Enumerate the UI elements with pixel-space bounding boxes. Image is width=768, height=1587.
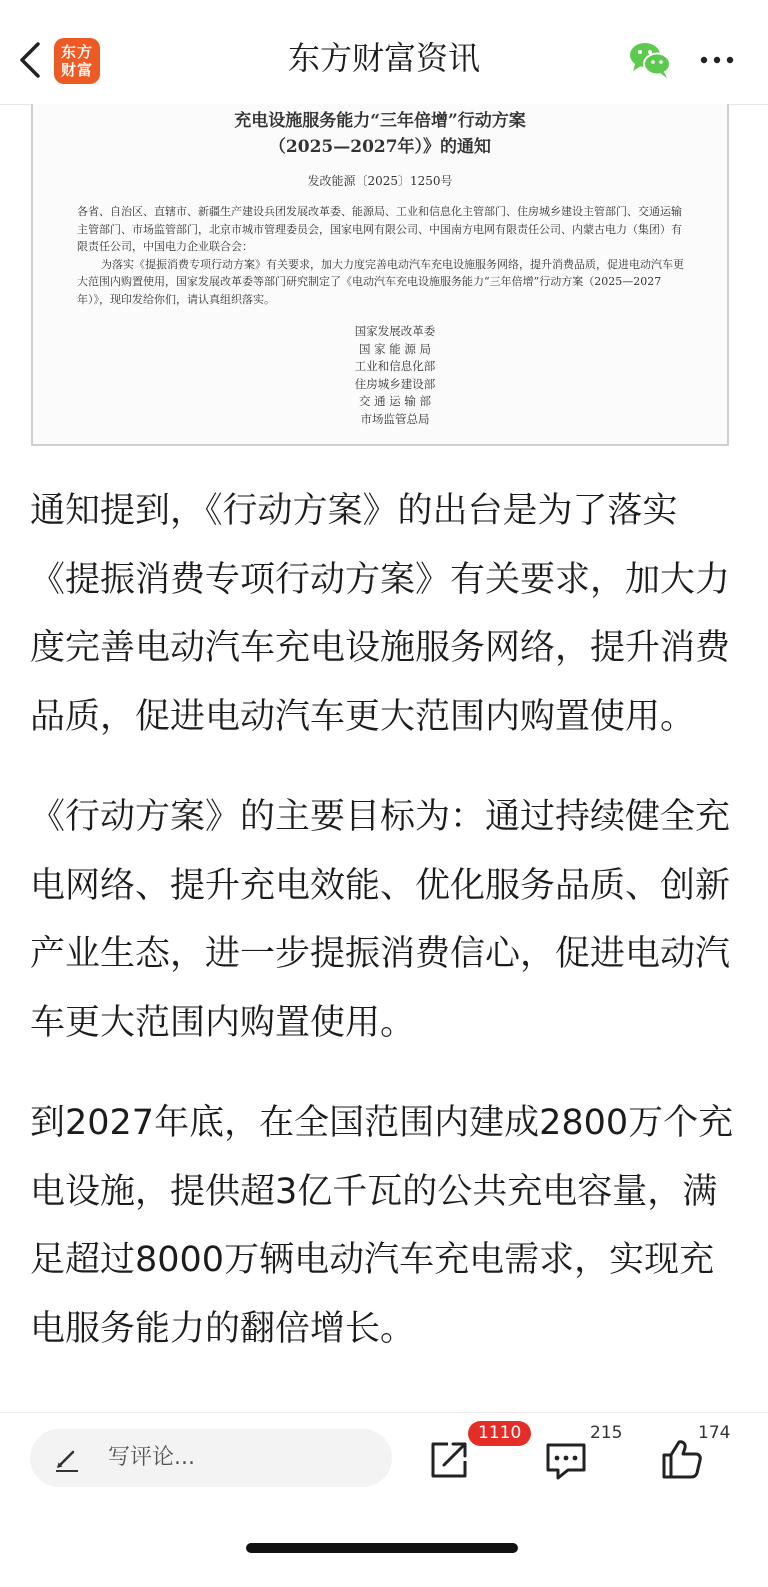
top-nav-bar bbox=[0, 0, 768, 105]
signatory: 国 家 能 源 局 bbox=[358, 341, 432, 356]
more-dots-icon bbox=[696, 46, 740, 74]
document-number: 发改能源〔2025〕1250号 bbox=[307, 174, 453, 188]
like-button[interactable] bbox=[660, 1437, 704, 1481]
signatory: 工业和信息化部 bbox=[354, 359, 436, 373]
signatory: 住房城乡建设部 bbox=[354, 376, 436, 391]
page-title: 东方财富资讯 bbox=[287, 39, 480, 77]
bottom-action-bar bbox=[0, 1412, 768, 1587]
wechat-share-button[interactable] bbox=[628, 40, 672, 80]
thumbs-up-icon bbox=[660, 1437, 704, 1481]
comment-input[interactable] bbox=[30, 1429, 392, 1487]
share-icon bbox=[428, 1439, 470, 1481]
logo-text-line1: 东方 bbox=[60, 43, 93, 61]
document-title-line1: 充电设施服务能力“三年倍增”行动方案 bbox=[234, 111, 526, 131]
more-options-button[interactable] bbox=[696, 46, 740, 74]
document-title bbox=[33, 108, 727, 160]
share-count-badge: 1110 bbox=[468, 1421, 531, 1446]
home-indicator bbox=[246, 1543, 518, 1553]
article-paragraph: 到2027年底，在全国范围内建成2800万个充电设施，提供超3亿千瓦的公共充电容量，满足超过8000万辆电动汽车充电需求，实现充电服务能力的翻倍增长。 bbox=[30, 1103, 734, 1349]
comments-button[interactable] bbox=[544, 1441, 588, 1481]
notice-document-image[interactable] bbox=[31, 104, 729, 446]
document-signatories bbox=[63, 323, 727, 428]
signatory: 国家发展改革委 bbox=[354, 324, 436, 338]
comment-placeholder: 写评论... bbox=[108, 1445, 195, 1470]
article-paragraph: 《行动方案》的主要目标为：通过持续健全充电网络、提升充电效能、优化服务品质、创新产业生态，进一步提振消费信心，促进电动汽车更大范围内购置使用。 bbox=[30, 797, 731, 1043]
comment-count: 215 bbox=[590, 1423, 623, 1443]
logo-text-line2: 财富 bbox=[60, 61, 93, 79]
document-title-line2: （2025—2027年）》的通知 bbox=[268, 137, 492, 157]
share-button[interactable] bbox=[428, 1439, 470, 1481]
signatory: 交 通 运 输 部 bbox=[358, 394, 432, 408]
document-addressees: 各省、自治区、直辖市、新疆生产建设兵团发展改革委、能源局、工业和信息化主管部门、住房城乡建设主管部门、交通运输主管部门、市场监管部门，北京市城市管理委员会，国家电网有限公司、中国南方电网有限责任公司、内蒙古电力（集团）有限责任公司，中国电力企业联合会： bbox=[77, 205, 682, 253]
document-body bbox=[77, 203, 687, 308]
document-paragraph: 为落实《提振消费专项行动方案》有关要求，加大力度完善电动汽车充电设施服务网络，提升消费品质，促进电动汽车更大范围内购置使用，国家发展改革委等部门研究制定了《电动汽车充电设施服务能力“三年倍增”行动方案（2025—2027年）》，现印发给你们，请认真组织落实。 bbox=[77, 257, 684, 306]
signatory: 市场监管总局 bbox=[360, 411, 430, 426]
article-body bbox=[30, 477, 738, 1395]
pencil-icon bbox=[52, 1443, 82, 1473]
like-count: 174 bbox=[698, 1423, 731, 1443]
wechat-icon bbox=[628, 40, 672, 80]
comment-bubble-icon bbox=[544, 1441, 588, 1481]
article-paragraph: 通知提到，《行动方案》的出台是为了落实《提振消费专项行动方案》有关要求，加大力度完善电动汽车充电设施服务网络，提升消费品质，促进电动汽车更大范围内购置使用。 bbox=[30, 491, 731, 737]
